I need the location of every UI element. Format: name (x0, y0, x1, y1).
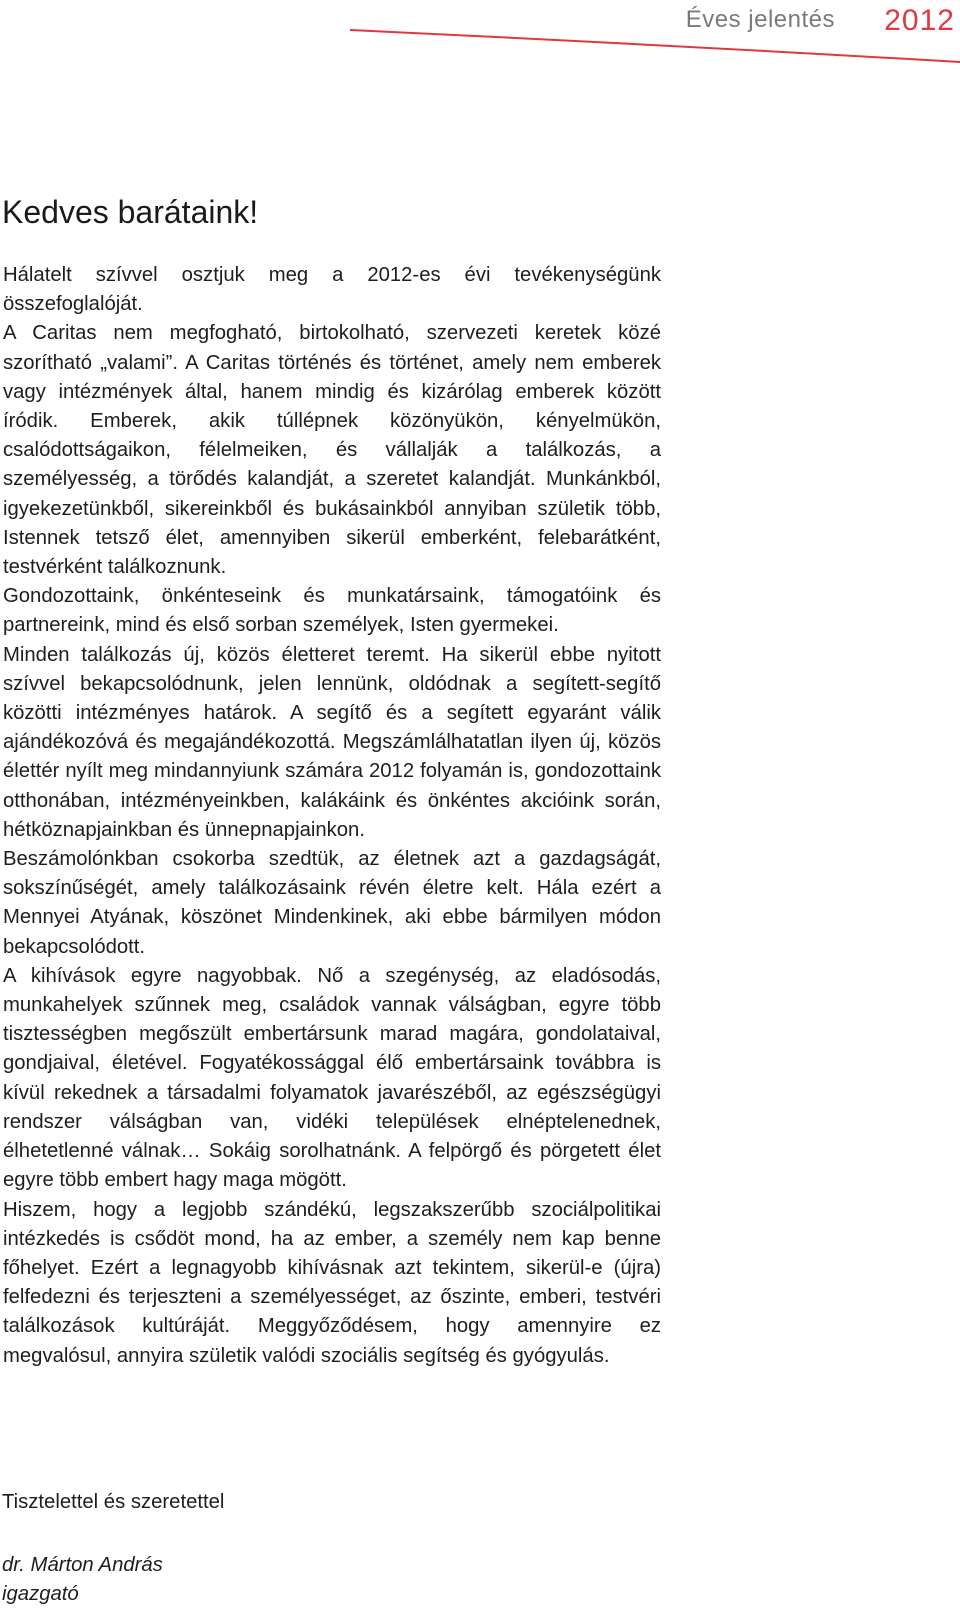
letter-paragraph: Beszámolónkban csokorba szedtük, az életnek azt a gazdagságát, sokszínűségét, amely találkozásaink révén életre kelt. Hála ezért a Mennyei Atyának, köszönet Mindenkinek, aki ebbe bármilyen módon bekapcsolódott. (3, 848, 661, 958)
letter-greeting: Kedves barátaink! (2, 194, 259, 230)
report-title: Éves jelentés (685, 6, 835, 33)
letter-paragraph: A kihívások egyre nagyobbak. Nő a szegénység, az eladósodás, munkahelyek szűnnek meg, családok vannak válságban, egyre több tisztességben megőszült embertársunk marad magára, gondolataival, gondjaival, életével. Fogyatékossággal élő embertársaink továbbra is kívül rekednek a társadalmi folyamatok javarészéből, az egészségügyi rendszer válságban van, vidéki települések elnéptelenednek, élhetetlenné válnak… Sokáig sorolhatnánk. A felpörgő és pörgetett élet egyre több embert hagy maga mögött. (3, 964, 661, 1192)
letter-closing: Tisztelettel és szeretettel (2, 1491, 225, 1513)
signature-title: igazgató (2, 1583, 79, 1605)
letter-paragraph: Gondozottaink, önkénteseink és munkatársaink, támogatóink és partnereink, mind és első sorban személyek, Isten gyermekei. (3, 585, 661, 637)
letter-paragraph: Hálatelt szívvel osztjuk meg a 2012-es évi tevékenységünk összefoglalóját. (3, 264, 661, 316)
report-year: 2012 (884, 4, 955, 37)
signature-name: dr. Márton András (2, 1554, 163, 1576)
letter-paragraph: A Caritas nem megfogható, birtokolható, szervezeti keretek közé szorítható „valami”. A Caritas történés és történet, amely nem emberek vagy intézmények által, hanem mindig és kizárólag emberek között íródik. Emberek, akik túllépnek közönyükön, kényelmükön, csalódottságaikon, félelmeiken, és vállalják a találkozás, a személyesség, a törődés kalandját, a szeretet kalandját. Munkánkból, igyekezetünkből, sikereinkből és bukásainkból annyiban születik több, Istennek tetsző élet, amennyiben sikerül emberként, felebarátként, testvérként találkoznunk. (3, 322, 661, 579)
header-accent-line (350, 22, 960, 72)
letter-paragraph: Hiszem, hogy a legjobb szándékú, legszakszerűbb szociálpolitikai intézkedés is csődöt mond, ha az ember, a személy nem kap benne főhelyet. Ezért a legnagyobb kihívásnak azt tekintem, sikerül-e (újra) felfedezni és terjeszteni a személyességet, az őszinte, emberi, testvéri találkozások kultúráját. Meggyőződésem, hogy amennyire ez megvalósul, annyira születik valódi szociális segítség és gyógyulás. (3, 1198, 661, 1367)
signature-block (2, 1551, 163, 1609)
letter-body (3, 261, 661, 1371)
page-header (0, 0, 960, 70)
letter-paragraph: Minden találkozás új, közös életteret teremt. Ha sikerül ebbe nyitott szívvel bekapcsolódnunk, jelen lennünk, oldódnak a segített-segítő közötti intézményes határok. A segítő és a segített egyaránt válik ajándékozóvá és megajándékozottá. Megszámlálhatatlan ilyen új, közös élettér nyílt meg mindannyiunk számára 2012 folyamán is, gondozottaink otthonában, intézményeinkben, kalákáink és önkéntes akcióink során, hétköznapjainkban és ünnepnapjainkon. (3, 643, 661, 841)
